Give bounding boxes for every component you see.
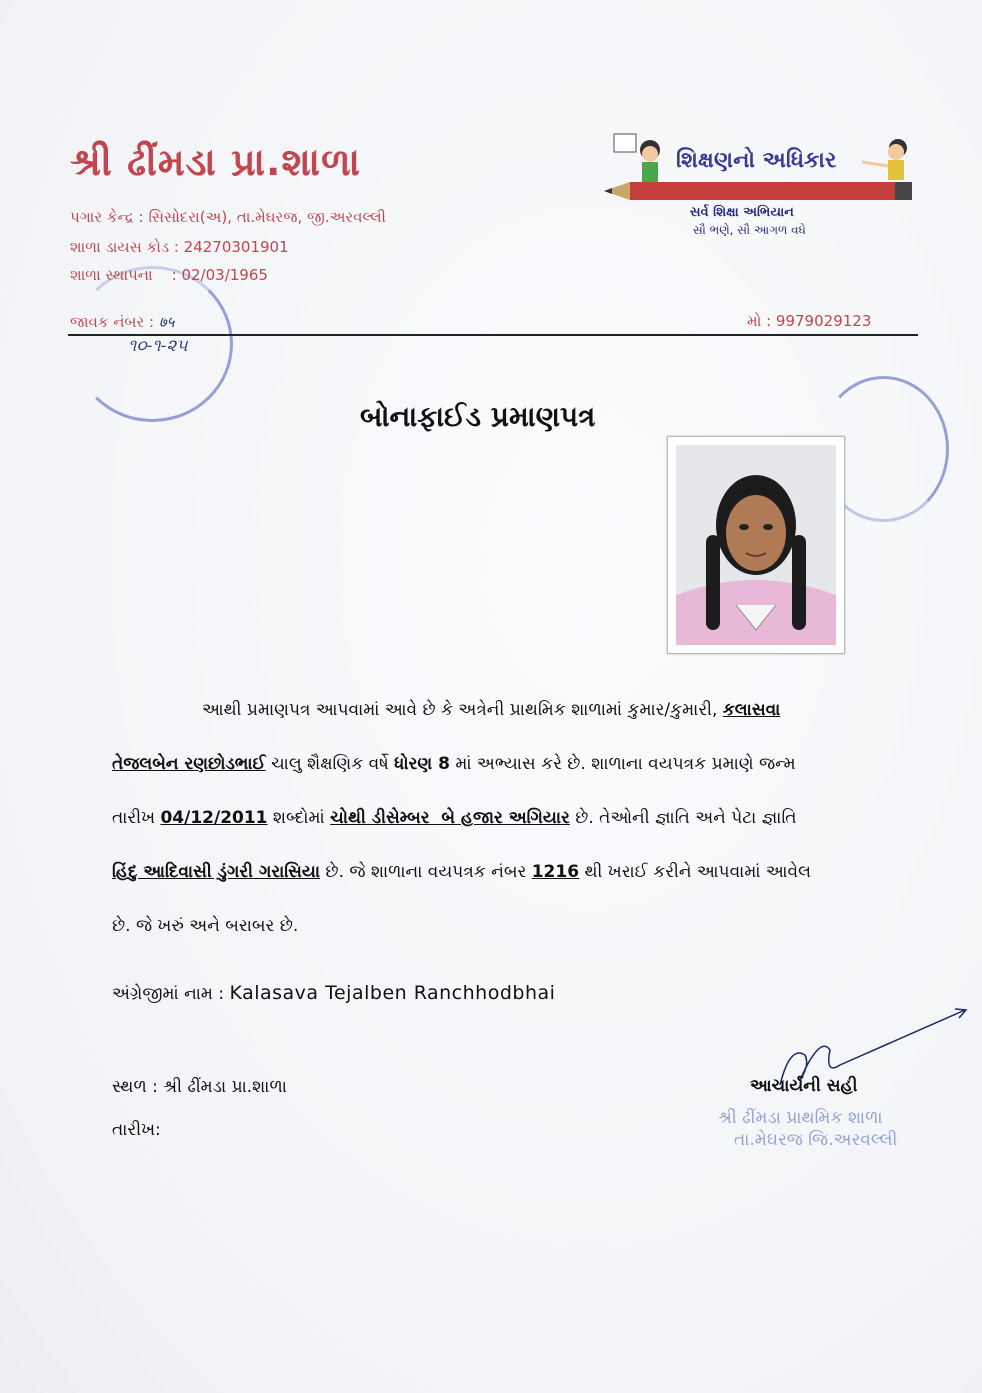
mobile-number: મો : 9979029123 (747, 312, 872, 330)
student-surname: કલાસવા (722, 700, 781, 720)
outward-number-row (70, 312, 174, 332)
outward-number: ७५ (158, 313, 175, 331)
school-stamp-line1: શ્રી ઢીંમડા પ્રાથમિક શાળા (718, 1108, 883, 1128)
para-line-5: છે. જે ખરું અને બરાબર છે. (112, 916, 299, 936)
para-text: થી ખરાઈ કરીને આપવામાં આવેલ (584, 862, 811, 882)
principal-signature-label: આચાર્યની સહી (750, 1076, 858, 1096)
logo-tagline: સૌ ભણે, સૌ આગળ વધે (693, 223, 806, 237)
para-text: છે. તેઓની જ્ઞાતિ અને પેટા જ્ઞાતિ (575, 808, 797, 828)
student-photo (667, 436, 845, 654)
para-text: માં અભ્યાસ કરે છે. શાળાના વયપત્રક પ્રમાણે જન્મ (455, 754, 796, 774)
para-line-3 (112, 808, 797, 828)
caste: હિંદુ આદિવાસી ડુંગરી ગરાસિયા (112, 862, 321, 882)
student-standard: ધોરણ 8 (394, 754, 450, 774)
para-text: આથી પ્રમાણપત્ર આપવામાં આવે છે કે અત્રેની પ્રાથમિક શાળામાં કુમાર/કુમારી, (202, 700, 718, 720)
english-name-label: અંગ્રેજીમાં નામ : (112, 984, 225, 1004)
english-name-row (112, 982, 555, 1004)
outward-date: ૧૦-૧-૨૫ (128, 336, 188, 356)
date-of-birth: 04/12/2011 (160, 808, 268, 828)
para-text: તારીખ (112, 808, 156, 828)
para-line-1 (202, 700, 780, 720)
pay-center: પગાર કેન્દ્ર : સિસોદરા(અ), તા.મેઘરજ, જી.અરવલ્લી (70, 208, 386, 226)
school-stamp-line2: તા.મેઘરજ જિ.અરવલ્લી (734, 1130, 898, 1150)
document-title: બોનાફાઈડ પ્રમાણપત્ર (360, 400, 596, 433)
logo-title: શિક્ષણનો અધિકાર (676, 148, 837, 173)
para-text: છે. જે શાળાના વયપત્રક નંબર (325, 862, 527, 882)
english-name: Kalasava Tejalben Ranchhodbhai (229, 982, 556, 1004)
student-portrait-icon (676, 445, 836, 645)
school-name: શ્રી ઢીંમડા પ્રા.શાળા (70, 140, 362, 184)
header-divider (68, 334, 918, 336)
place: સ્થળ : શ્રી ઢીંમડા પ્રા.શાળા (112, 1077, 287, 1097)
logo-subtitle: સર્વ શિક્ષા અભિયાન (690, 205, 794, 220)
student-name: તેજલબેન રણછોડભાઈ (112, 754, 266, 774)
date-label: તારીખ: (112, 1120, 161, 1140)
register-number: 1216 (531, 862, 580, 882)
date-of-birth-words: ચોથી ડીસેમ્બર બે હજાર અગિયાર (330, 808, 570, 828)
outward-label: જાવક નંબર : (70, 313, 155, 331)
established-date: શાળા સ્થાપના : 02/03/1965 (70, 266, 268, 284)
para-text: શબ્દોમાં (272, 808, 325, 828)
para-text: ચાલુ શૈક્ષણિક વર્ષે (271, 754, 389, 774)
para-line-2 (112, 754, 796, 774)
para-line-4 (112, 862, 811, 882)
dise-code: શાળા ડાયસ કોડ : 24270301901 (70, 238, 289, 256)
